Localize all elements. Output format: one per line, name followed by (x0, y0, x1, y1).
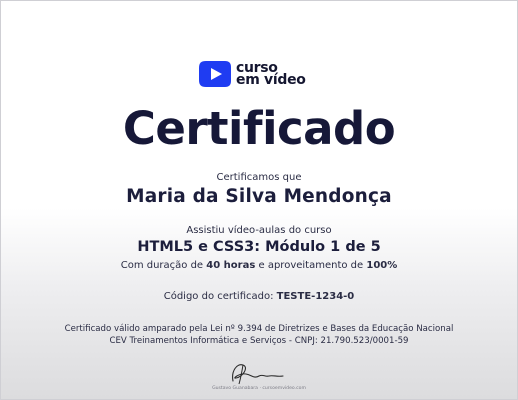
legal-line-2: CEV Treinamentos Informática e Serviços - CNPJ: 21.790.523/0001-59 (109, 336, 409, 346)
brand-line-1: curso (236, 60, 278, 76)
brand-logo (198, 59, 306, 89)
code-label: Código do certificado: (163, 291, 274, 302)
duration-middle: e aproveitamento de (258, 260, 364, 271)
duration-line (1, 260, 517, 271)
signature-caption: Gustavo Guanabara · cursoemvideo.com (212, 386, 306, 391)
duration-value: 40 horas (206, 260, 256, 271)
score-value: 100% (366, 260, 398, 271)
certificate-code-line (1, 291, 517, 302)
code-value: TESTE-1234-0 (276, 291, 355, 302)
brand-line-2: em vídeo (236, 72, 306, 88)
recipient-name: Maria da Silva Mendonça (126, 186, 392, 207)
certificate-title: Certificado (122, 102, 396, 155)
brand-wordmark (236, 62, 306, 86)
play-logo-icon (198, 60, 232, 88)
course-name: HTML5 e CSS3: Módulo 1 de 5 (137, 239, 381, 255)
legal-line-1: Certificado válido amparado pela Lei nº 9.394 de Diretrizes e Bases da Educação Nacional (64, 324, 454, 334)
signature-icon (219, 361, 299, 387)
duration-prefix: Com duração de (120, 260, 204, 271)
certify-text: Certificamos que (216, 172, 302, 183)
watched-text: Assistiu vídeo-aulas do curso (186, 225, 332, 236)
